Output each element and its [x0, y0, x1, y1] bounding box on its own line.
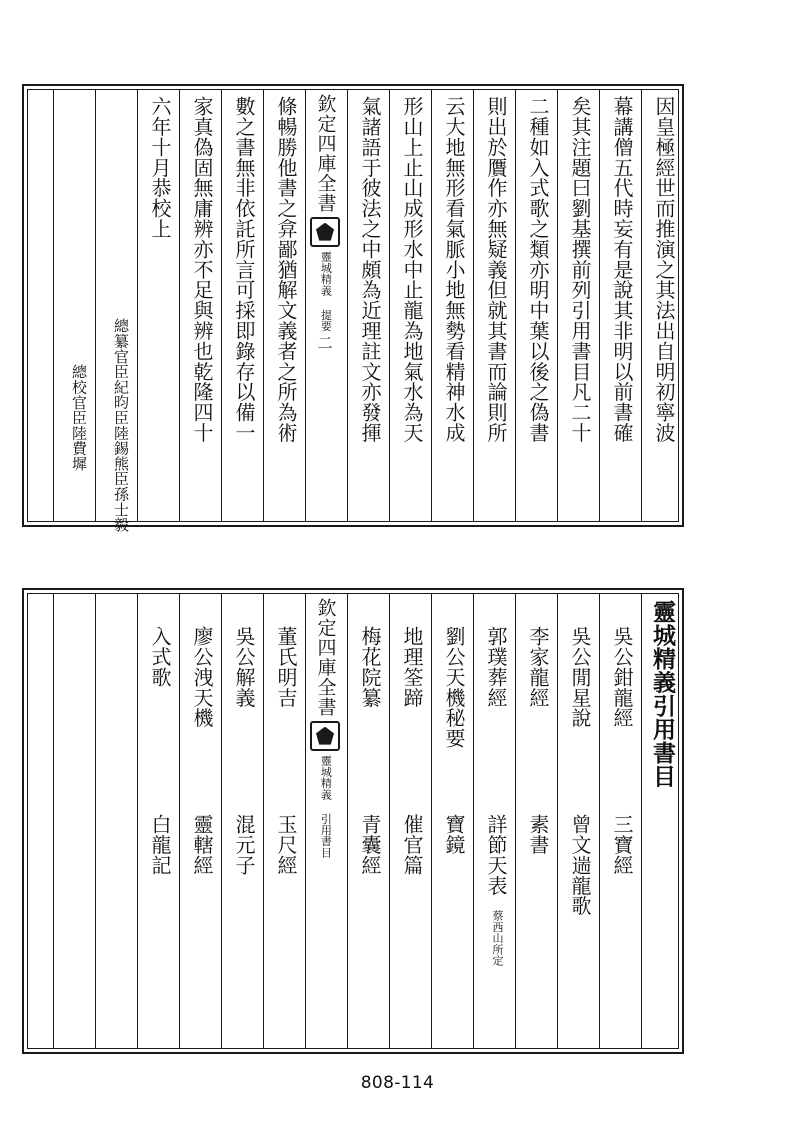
text-column: 數之書無非依託所言可採即錄存以備一 — [232, 96, 256, 443]
book-title: 郭璞葬經 — [484, 626, 508, 708]
book-title: 地理筌蹄 — [400, 626, 424, 708]
column-rule — [557, 90, 558, 521]
book-title: 李家龍經 — [526, 626, 550, 708]
book-title: 吳公解義 — [232, 626, 256, 708]
column-rule — [95, 594, 96, 1048]
column-rule — [221, 594, 222, 1048]
column-rule — [473, 90, 474, 521]
column-rule — [599, 90, 600, 521]
folio-number: 二 — [315, 335, 334, 351]
book-title: 青囊經 — [358, 814, 382, 876]
fold-strip — [308, 94, 342, 350]
column-rule — [137, 90, 138, 521]
text-column: 云大地無形看氣脈小地無勢看精神水成 — [442, 96, 466, 443]
text-column: 六年十月恭校上 — [148, 96, 172, 239]
book-title: 吳公閒星說 — [568, 626, 592, 728]
column-rule — [347, 90, 348, 521]
fold-subtitle: 靈城精義 提要 — [319, 250, 333, 332]
column-rule — [557, 594, 558, 1048]
fold-title: 欽定四庫全書 — [314, 94, 337, 213]
column-rule — [53, 594, 54, 1048]
diamond-seal-icon — [310, 217, 340, 247]
book-title: 催官篇 — [400, 814, 424, 876]
book-title: 吳公鉗龍經 — [610, 626, 634, 728]
text-column: 形山上止山成形水中止龍為地氣水為天 — [400, 96, 424, 443]
book-title: 曾文遄龍歌 — [568, 814, 592, 916]
book-entry-column — [275, 814, 296, 1052]
text-column: 幕講僧五代時妄有是說其非明以前書確 — [610, 96, 634, 443]
text-column: 氣諸語于彼法之中頗為近理註文亦發揮 — [358, 96, 382, 443]
fold-strip — [308, 598, 342, 858]
text-column: 家真偽固無庸辨亦不足與辨也乾隆四十 — [190, 96, 214, 443]
text-column: 則出於贋作亦無疑義但就其書而論則所 — [484, 96, 508, 443]
book-title: 玉尺經 — [274, 814, 298, 876]
bottom-text-panel — [22, 588, 684, 1054]
column-rule — [515, 90, 516, 521]
book-title: 入式歌 — [148, 626, 172, 688]
column-rule — [179, 594, 180, 1048]
column-rule — [53, 90, 54, 521]
book-entry-column — [443, 814, 464, 1052]
column-rule — [305, 90, 306, 521]
book-title: 劉公天機秘要 — [442, 626, 466, 749]
book-annotation: 蔡西山所定 — [491, 910, 504, 967]
book-entry-column — [233, 814, 254, 1052]
diamond-seal-icon — [310, 721, 340, 751]
top-text-panel — [22, 84, 684, 533]
column-rule — [179, 90, 180, 521]
column-rule — [263, 90, 264, 521]
fold-subtitle: 靈城精義 引用書目 — [319, 754, 333, 858]
text-column: 二種如入式歌之類亦明中葉以後之偽書 — [526, 96, 550, 443]
book-title: 梅花院纂 — [358, 626, 382, 708]
column-rule — [95, 90, 96, 521]
signature-column: 總纂官臣紀昀臣陸錫熊臣孫士毅 — [112, 318, 130, 533]
column-rule — [431, 594, 432, 1048]
column-rule — [431, 90, 432, 521]
book-title: 寶鏡 — [442, 814, 466, 855]
column-rule — [137, 594, 138, 1048]
book-title: 素書 — [526, 814, 550, 855]
book-title: 詳節天表 — [484, 814, 508, 896]
column-rule — [515, 594, 516, 1048]
book-title: 白龍記 — [148, 814, 172, 876]
column-rule — [347, 594, 348, 1048]
column-rule — [263, 594, 264, 1048]
book-entry-column — [611, 814, 632, 1052]
fold-title: 欽定四庫全書 — [314, 598, 337, 717]
page-number: 808-114 — [360, 1073, 435, 1093]
book-title: 廖公洩天機 — [190, 626, 214, 728]
column-rule — [389, 90, 390, 521]
book-title: 混元子 — [232, 814, 256, 876]
book-title: 三寶經 — [610, 814, 634, 876]
section-heading: 靈城精義引用書目 — [649, 600, 676, 788]
signature-column: 總校官臣陸費墀 — [70, 364, 88, 472]
column-rule — [641, 90, 642, 521]
book-entry-column — [359, 814, 380, 1052]
column-rule — [641, 594, 642, 1048]
column-rule — [599, 594, 600, 1048]
book-entry-column — [527, 814, 548, 1052]
text-column: 因皇極經世而推演之其法出自明初寧波 — [652, 96, 676, 443]
book-title: 董氏明吉 — [274, 626, 298, 708]
book-title: 靈轄經 — [190, 814, 214, 876]
column-rule — [389, 594, 390, 1048]
book-entry-column — [401, 814, 422, 1052]
column-rule — [305, 594, 306, 1048]
column-rule — [473, 594, 474, 1048]
book-entry-column — [149, 814, 170, 1052]
book-entry-column — [569, 814, 590, 1052]
text-column: 矣其注題曰劉基撰前列引用書目凡二十 — [568, 96, 592, 443]
text-column: 條暢勝他書之弇鄙猶解文義者之所為術 — [274, 96, 298, 443]
column-rule — [221, 90, 222, 521]
book-entry-column — [191, 814, 212, 1052]
